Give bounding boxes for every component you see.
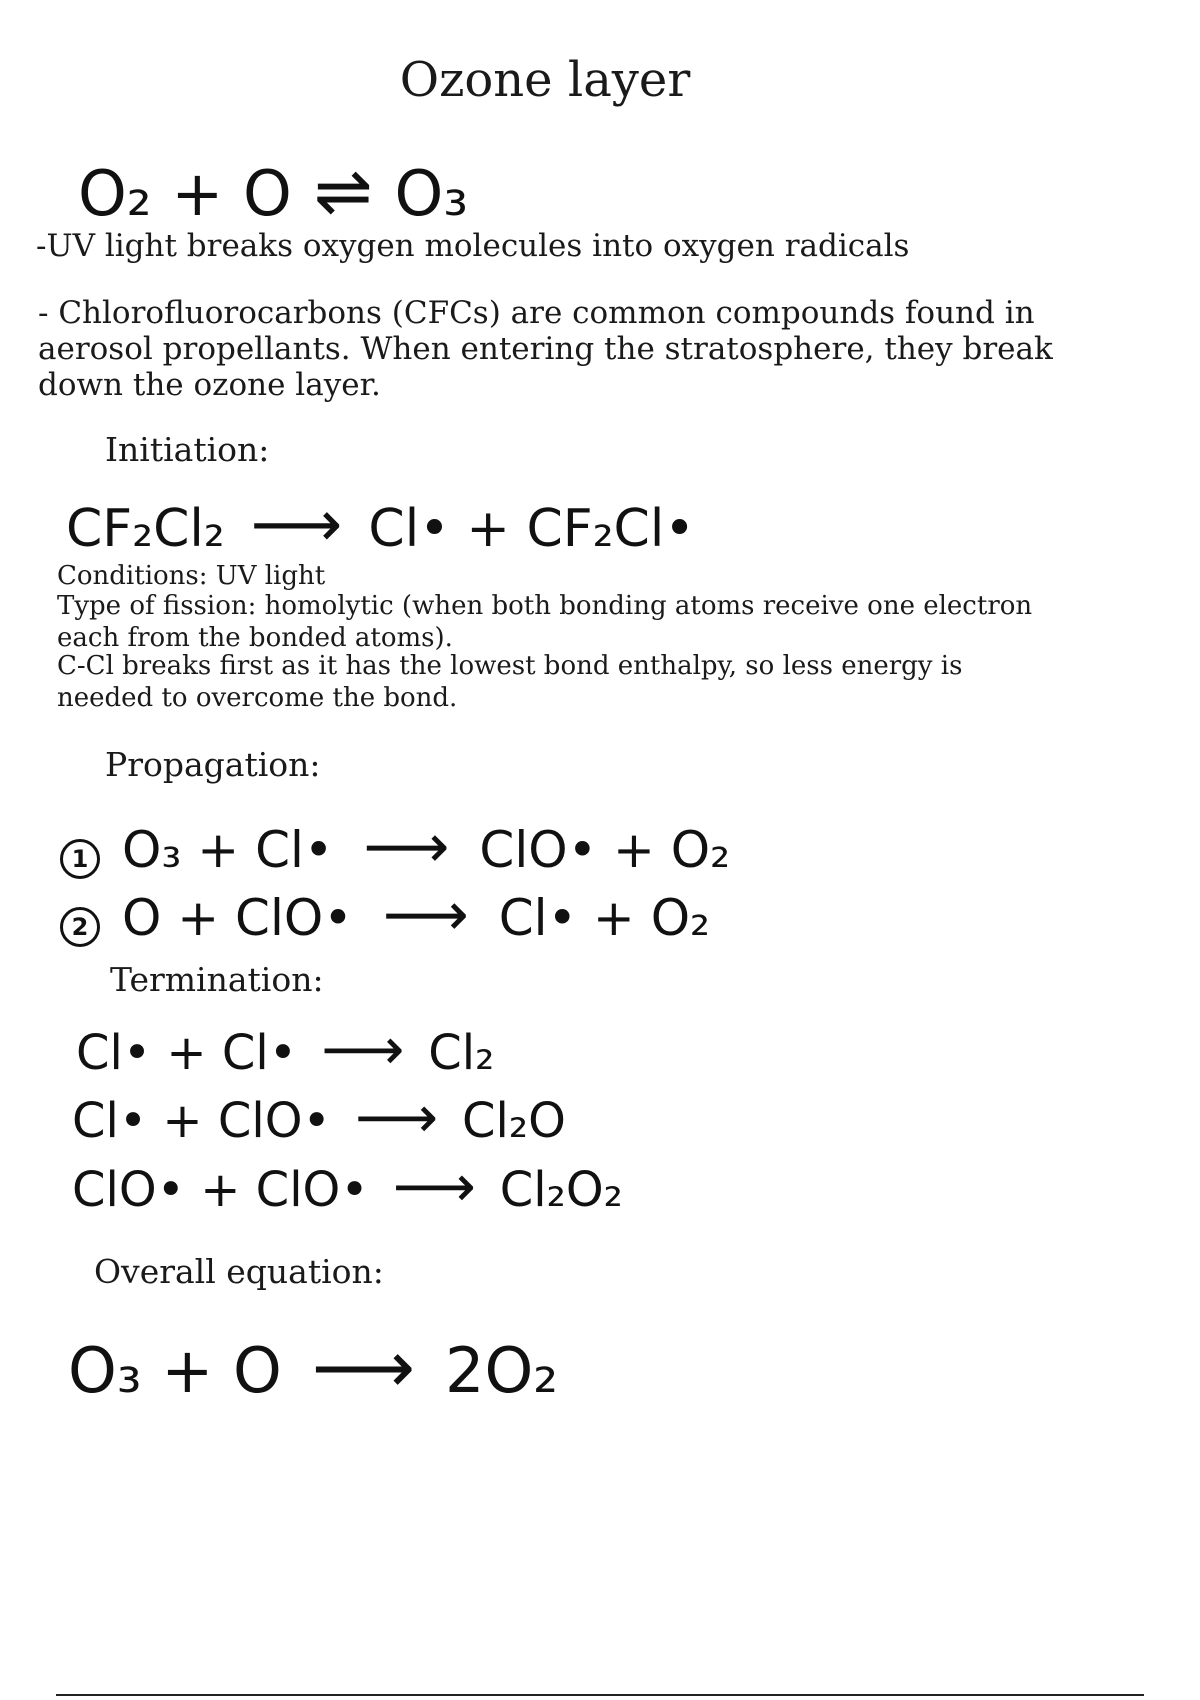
step-number-badge: 2 [60, 907, 100, 947]
equation-reactants: ClO• + ClO• [72, 1162, 369, 1218]
equation-products: 2O₂ [445, 1334, 559, 1407]
arrow-icon: ⟶ [311, 1325, 416, 1409]
equation-reactants: O₂ + O [78, 157, 292, 230]
equation-products: O₃ [394, 157, 469, 230]
arrow-icon: ⟶ [382, 880, 469, 950]
equation-reactants: Cl• + ClO• [72, 1093, 331, 1149]
equation-reactants: CF₂Cl₂ [66, 499, 225, 559]
arrow-icon: ⟶ [321, 1015, 405, 1083]
propagation-heading: Propagation: [105, 745, 321, 784]
step-number-badge: 1 [60, 839, 100, 879]
arrow-icon: ⟶ [363, 812, 450, 882]
equilibrium-arrow: ⇌ [313, 150, 373, 232]
equation-products: ClO• + O₂ [479, 821, 731, 879]
termination-equation-2 [72, 1083, 566, 1151]
bullet-cfcs: - Chlorofluorocarbons (CFCs) are common compounds found in aerosol propellants. When entering the stratosphere, they break down the ozone layer. [38, 295, 1053, 403]
overall-equation [68, 1325, 558, 1409]
arrow-icon: ⟶ [250, 488, 343, 562]
page-divider [56, 1694, 1144, 1696]
initiation-bond-enthalpy-note: C-Cl breaks first as it has the lowest bond enthalpy, so less energy is needed to overcome the bond. [57, 651, 963, 713]
overall-heading: Overall equation: [94, 1252, 384, 1291]
termination-heading: Termination: [110, 960, 324, 999]
equation-reactants: O₃ + O [68, 1334, 282, 1407]
propagation-step-2 [60, 880, 710, 950]
initiation-conditions: Conditions: UV light [57, 561, 326, 591]
bullet-uv-light: -UV light breaks oxygen molecules into oxygen radicals [36, 228, 910, 264]
initiation-fission-type: Type of fission: homolytic (when both bonding atoms receive one electron each from the bonded atoms). [57, 591, 1033, 653]
ozone-formation-equation [78, 150, 468, 232]
termination-equation-3 [72, 1152, 623, 1220]
initiation-equation [66, 488, 695, 562]
termination-equation-1 [76, 1015, 494, 1083]
arrow-icon: ⟶ [392, 1152, 476, 1220]
equation-products: Cl• + CF₂Cl• [368, 499, 695, 559]
page-title: Ozone layer [399, 52, 691, 108]
equation-products: Cl• + O₂ [498, 889, 711, 947]
equation-products: Cl₂O [462, 1093, 566, 1149]
initiation-heading: Initiation: [105, 430, 270, 469]
equation-reactants: O₃ + Cl• [122, 821, 334, 879]
equation-reactants: Cl• + Cl• [76, 1025, 298, 1081]
arrow-icon: ⟶ [354, 1083, 438, 1151]
equation-products: Cl₂O₂ [499, 1162, 623, 1218]
equation-reactants: O + ClO• [122, 889, 353, 947]
propagation-step-1 [60, 812, 730, 882]
equation-products: Cl₂ [428, 1025, 495, 1081]
